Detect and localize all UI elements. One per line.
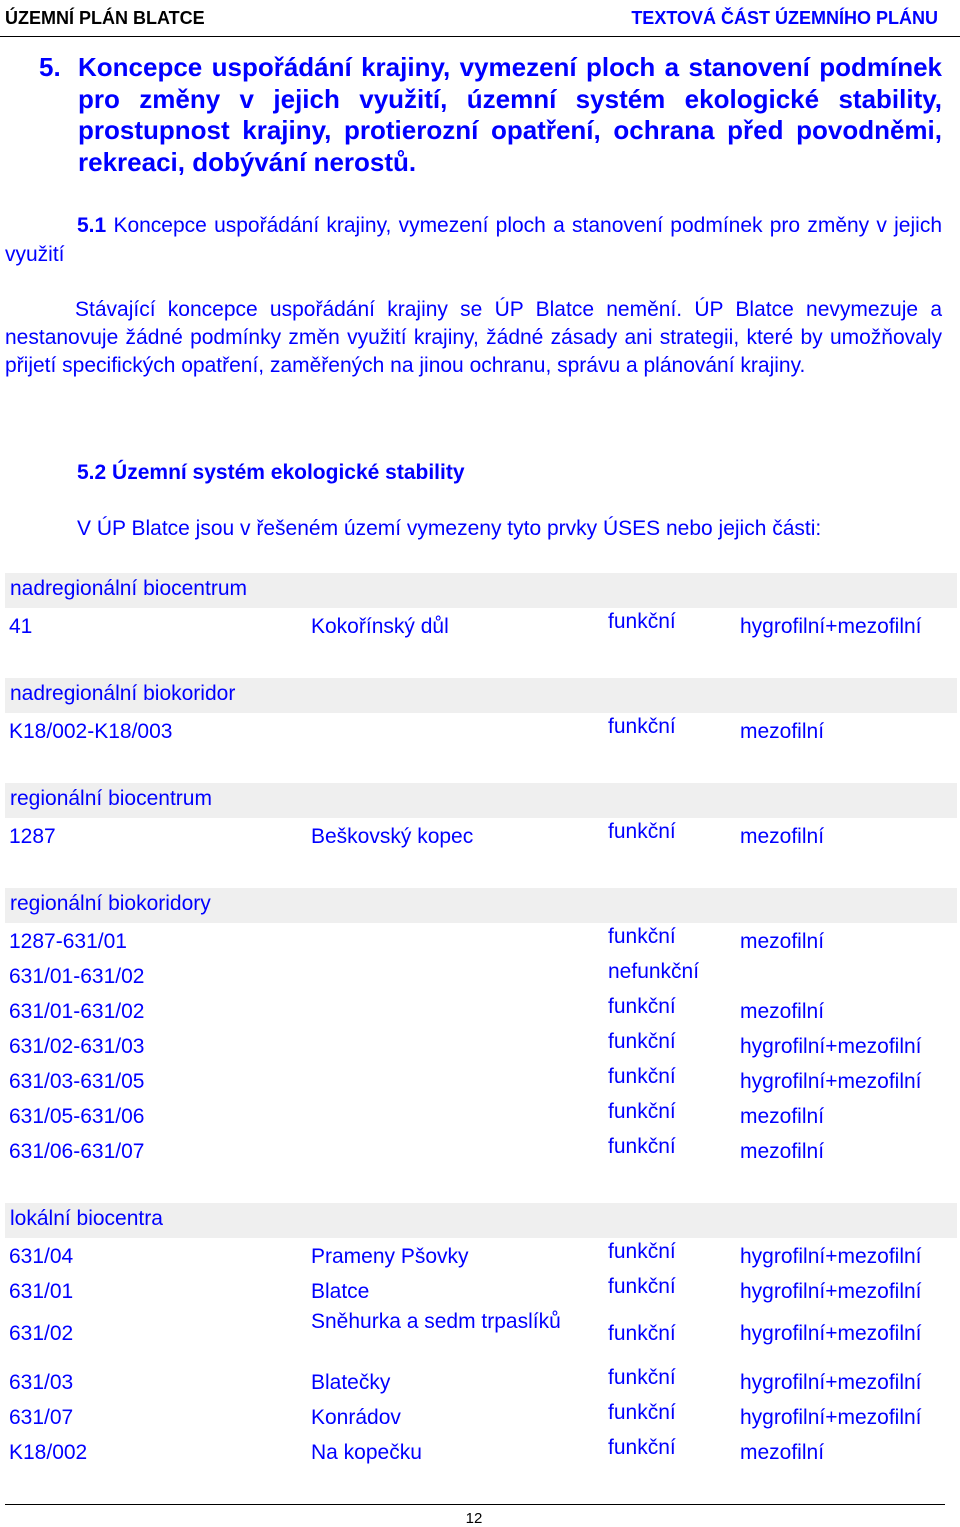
element-name: Sněhurka a sedm trpaslíků (311, 1310, 561, 1333)
element-state: nefunkční (608, 960, 700, 983)
table-row (0, 925, 960, 965)
element-type: mezofilní (740, 930, 825, 953)
element-type: hygrofilní+mezofilní (740, 1280, 922, 1303)
element-name: Na kopečku (311, 1441, 422, 1464)
element-code: 631/03 (9, 1371, 74, 1394)
element-code: 631/01-631/02 (9, 1000, 145, 1023)
element-code: 631/05-631/06 (9, 1105, 145, 1128)
element-type: mezofilní (740, 1105, 825, 1128)
element-state: funkční (608, 1065, 676, 1088)
element-code: 631/01 (9, 1280, 74, 1303)
table-row (0, 1240, 960, 1280)
element-code: K18/002-K18/003 (9, 720, 173, 743)
table-row (0, 1135, 960, 1175)
chapter-number: 5. (39, 52, 61, 82)
element-type: hygrofilní+mezofilní (740, 1070, 922, 1093)
category-label: nadregionální biocentrum (10, 577, 247, 600)
element-name: Blatce (311, 1280, 370, 1303)
element-type: hygrofilní+mezofilní (740, 1035, 922, 1058)
category-header (5, 1203, 957, 1238)
table-row (0, 1366, 960, 1406)
section-2-intro: V ÚP Blatce jsou v řešeném území vymezeny tyto prvky ÚSES nebo jejich části: (77, 517, 822, 540)
element-type: hygrofilní+mezofilní (740, 1406, 922, 1429)
section-2-heading (77, 461, 465, 485)
element-code: 1287-631/01 (9, 930, 127, 953)
element-code: 631/02-631/03 (9, 1035, 145, 1058)
category-label: nadregionální biokoridor (10, 682, 236, 705)
element-code: 631/07 (9, 1406, 74, 1429)
element-state: funkční (608, 715, 676, 738)
element-name: Blatečky (311, 1371, 391, 1394)
element-type: hygrofilní+mezofilní (740, 1322, 922, 1345)
element-name: Konrádov (311, 1406, 401, 1429)
element-type: mezofilní (740, 720, 825, 743)
element-name: Kokořínský důl (311, 615, 449, 638)
element-code: 631/04 (9, 1245, 74, 1268)
element-state: funkční (608, 1322, 676, 1345)
section-2-number: 5.2 (77, 461, 107, 484)
element-state: funkční (608, 1275, 676, 1298)
page-header (0, 0, 960, 37)
element-name: Beškovský kopec (311, 825, 474, 848)
category-header (5, 678, 957, 713)
element-state: funkční (608, 610, 676, 633)
element-state: funkční (608, 1240, 676, 1263)
element-type: mezofilní (740, 1441, 825, 1464)
table-row (0, 1100, 960, 1140)
element-type: mezofilní (740, 1000, 825, 1023)
table-row (0, 820, 960, 860)
category-header (5, 783, 957, 818)
element-state: funkční (608, 1030, 676, 1053)
element-type: hygrofilní+mezofilní (740, 1371, 922, 1394)
category-header (5, 573, 957, 608)
element-code: 631/01-631/02 (9, 965, 145, 988)
element-state: funkční (608, 1436, 676, 1459)
element-state: funkční (608, 1135, 676, 1158)
element-state: funkční (608, 1100, 676, 1123)
page-number: 12 (465, 1510, 483, 1527)
category-header (5, 888, 957, 923)
table-row (0, 1436, 960, 1476)
element-name: Prameny Pšovky (311, 1245, 469, 1268)
element-state: funkční (608, 1401, 676, 1424)
table-row (0, 960, 960, 1000)
table-row (0, 1030, 960, 1070)
element-state: funkční (608, 1366, 676, 1389)
element-state: funkční (608, 995, 676, 1018)
element-type: mezofilní (740, 1140, 825, 1163)
element-code: 631/02 (9, 1322, 74, 1345)
category-label: regionální biocentrum (10, 787, 212, 810)
element-code: 41 (9, 615, 33, 638)
element-state: funkční (608, 820, 676, 843)
element-code: 1287 (9, 825, 56, 848)
table-row (0, 610, 960, 650)
chapter-title: Koncepce uspořádání krajiny, vymezení ploch a stanovení podmínek pro změny v jejich využití, územní systém ekologické stability, prostupnost krajiny, protierozní opatření, ochrana před povodněmi, rekreaci, dobývání nerostů. (78, 52, 942, 177)
element-type: hygrofilní+mezofilní (740, 1245, 922, 1268)
element-state: funkční (608, 925, 676, 948)
category-label: regionální biokoridory (10, 892, 211, 915)
table-row (0, 715, 960, 755)
table-row (0, 1401, 960, 1441)
document-title: ÚZEMNÍ PLÁN BLATCE (5, 8, 205, 28)
section-1-number: 5.1 (77, 214, 107, 237)
document-section-title: TEXTOVÁ ČÁST ÚZEMNÍHO PLÁNU (631, 8, 938, 28)
section-1-paragraph (5, 296, 942, 380)
section-1-title: Koncepce uspořádání krajiny, vymezení ploch a stanovení podmínek pro změny v jejich využití (5, 214, 942, 266)
category-label: lokální biocentra (10, 1207, 163, 1230)
element-type: mezofilní (740, 825, 825, 848)
table-row (0, 995, 960, 1035)
section-1-heading (5, 211, 942, 269)
section-2-title: Územní systém ekologické stability (112, 461, 465, 484)
footer-rule (5, 1504, 945, 1505)
table-row (0, 1065, 960, 1105)
table-row (0, 1310, 960, 1357)
element-code: 631/06-631/07 (9, 1140, 145, 1163)
element-code: K18/002 (9, 1441, 88, 1464)
element-code: 631/03-631/05 (9, 1070, 145, 1093)
section-1-paragraph-text: Stávající koncepce uspořádání krajiny se ÚP Blatce nemění. ÚP Blatce nevymezuje a nestanovuje žádné podmínky změn využití krajiny, žádné zásady ani strategii, které by umožňovaly přijetí specifických opatření, zaměřených na jinou ochranu, správu a plánování krajiny. (5, 298, 942, 377)
element-type: hygrofilní+mezofilní (740, 615, 922, 638)
